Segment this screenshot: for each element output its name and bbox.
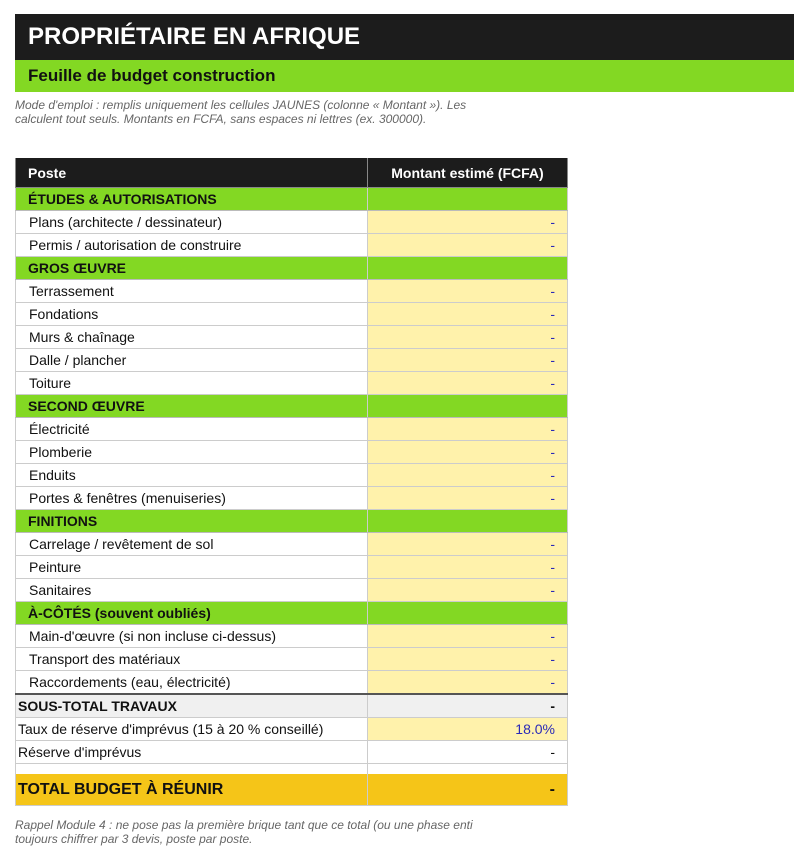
section-row xyxy=(16,188,568,211)
montant-input-cell[interactable]: - xyxy=(368,349,568,372)
montant-input-cell[interactable]: - xyxy=(368,372,568,395)
montant-input-cell[interactable]: - xyxy=(368,211,568,234)
table-row xyxy=(16,326,568,349)
subtotal-label[interactable]: SOUS-TOTAL TRAVAUX xyxy=(16,694,368,718)
poste-label[interactable]: Toiture xyxy=(16,372,368,395)
reserve-rate-input-cell[interactable]: 18.0% xyxy=(368,718,568,741)
poste-label[interactable]: Sanitaires xyxy=(16,579,368,602)
footer-line-1: Rappel Module 4 : ne pose pas la première brique tant que ce total (ou une phase enti xyxy=(15,818,473,832)
poste-label[interactable]: Carrelage / revêtement de sol xyxy=(16,533,368,556)
montant-input-cell[interactable]: - xyxy=(368,625,568,648)
spacer-cell[interactable] xyxy=(16,764,368,775)
section-row xyxy=(16,602,568,625)
table-row xyxy=(16,441,568,464)
total-row xyxy=(16,774,568,806)
poste-label[interactable]: Enduits xyxy=(16,464,368,487)
total-value[interactable]: - xyxy=(368,774,568,806)
budget-table xyxy=(15,158,568,806)
table-row xyxy=(16,487,568,510)
table-row xyxy=(16,648,568,671)
table-row xyxy=(16,418,568,441)
subtotal-row xyxy=(16,694,568,718)
section-title[interactable]: GROS ŒUVRE xyxy=(16,257,368,280)
section-amount-cell[interactable] xyxy=(368,510,568,533)
table-row xyxy=(16,372,568,395)
reserve-rate-row xyxy=(16,718,568,741)
montant-input-cell[interactable]: - xyxy=(368,556,568,579)
montant-input-cell[interactable]: - xyxy=(368,464,568,487)
spacer-row xyxy=(16,764,568,775)
section-amount-cell[interactable] xyxy=(368,602,568,625)
table-row xyxy=(16,349,568,372)
sheet-title: PROPRIÉTAIRE EN AFRIQUE xyxy=(15,14,794,60)
table-row xyxy=(16,303,568,326)
montant-input-cell[interactable]: - xyxy=(368,280,568,303)
table-row xyxy=(16,625,568,648)
instructions-line-1: Mode d'emploi : remplis uniquement les cellules JAUNES (colonne « Montant »). Les xyxy=(15,98,467,112)
montant-input-cell[interactable]: - xyxy=(368,648,568,671)
montant-input-cell[interactable]: - xyxy=(368,533,568,556)
footer-line-2: toujours chiffrer par 3 devis, poste par poste. xyxy=(15,832,253,846)
poste-label[interactable]: Électricité xyxy=(16,418,368,441)
reserve-rate-label[interactable]: Taux de réserve d'imprévus (15 à 20 % conseillé) xyxy=(16,718,368,741)
reserve-value[interactable]: - xyxy=(368,741,568,764)
reserve-row xyxy=(16,741,568,764)
section-title[interactable]: FINITIONS xyxy=(16,510,368,533)
montant-input-cell[interactable]: - xyxy=(368,326,568,349)
table-row xyxy=(16,533,568,556)
table-row xyxy=(16,579,568,602)
section-title[interactable]: À-CÔTÉS (souvent oubliés) xyxy=(16,602,368,625)
subtotal-value[interactable]: - xyxy=(368,694,568,718)
poste-label[interactable]: Raccordements (eau, électricité) xyxy=(16,671,368,695)
poste-label[interactable]: Peinture xyxy=(16,556,368,579)
poste-label[interactable]: Plans (architecte / dessinateur) xyxy=(16,211,368,234)
table-row xyxy=(16,234,568,257)
poste-label[interactable]: Main-d'œuvre (si non incluse ci-dessus) xyxy=(16,625,368,648)
poste-label[interactable]: Terrassement xyxy=(16,280,368,303)
section-amount-cell[interactable] xyxy=(368,257,568,280)
section-title[interactable]: ÉTUDES & AUTORISATIONS xyxy=(16,188,368,211)
section-row xyxy=(16,510,568,533)
instructions-note xyxy=(15,98,541,126)
header-poste[interactable]: Poste xyxy=(16,158,368,188)
table-row xyxy=(16,671,568,695)
montant-input-cell[interactable]: - xyxy=(368,234,568,257)
section-title[interactable]: SECOND ŒUVRE xyxy=(16,395,368,418)
montant-input-cell[interactable]: - xyxy=(368,487,568,510)
table-row xyxy=(16,280,568,303)
montant-input-cell[interactable]: - xyxy=(368,579,568,602)
montant-input-cell[interactable]: - xyxy=(368,303,568,326)
reserve-label[interactable]: Réserve d'imprévus xyxy=(16,741,368,764)
poste-label[interactable]: Murs & chaînage xyxy=(16,326,368,349)
poste-label[interactable]: Plomberie xyxy=(16,441,368,464)
spacer-cell[interactable] xyxy=(368,764,568,775)
table-header-row xyxy=(16,158,568,188)
poste-label[interactable]: Portes & fenêtres (menuiseries) xyxy=(16,487,368,510)
poste-label[interactable]: Permis / autorisation de construire xyxy=(16,234,368,257)
table-row xyxy=(16,211,568,234)
montant-input-cell[interactable]: - xyxy=(368,441,568,464)
section-amount-cell[interactable] xyxy=(368,395,568,418)
section-row xyxy=(16,257,568,280)
instructions-line-2: calculent tout seuls. Montants en FCFA, sans espaces ni lettres (ex. 300000). xyxy=(15,112,427,126)
section-row xyxy=(16,395,568,418)
section-amount-cell[interactable] xyxy=(368,188,568,211)
poste-label[interactable]: Transport des matériaux xyxy=(16,648,368,671)
total-label[interactable]: TOTAL BUDGET À RÉUNIR xyxy=(16,774,368,806)
montant-input-cell[interactable]: - xyxy=(368,671,568,695)
montant-input-cell[interactable]: - xyxy=(368,418,568,441)
header-montant[interactable]: Montant estimé (FCFA) xyxy=(368,158,568,188)
table-row xyxy=(16,556,568,579)
sheet-subtitle: Feuille de budget construction xyxy=(15,60,794,92)
poste-label[interactable]: Fondations xyxy=(16,303,368,326)
footer-note xyxy=(15,818,541,846)
table-row xyxy=(16,464,568,487)
poste-label[interactable]: Dalle / plancher xyxy=(16,349,368,372)
